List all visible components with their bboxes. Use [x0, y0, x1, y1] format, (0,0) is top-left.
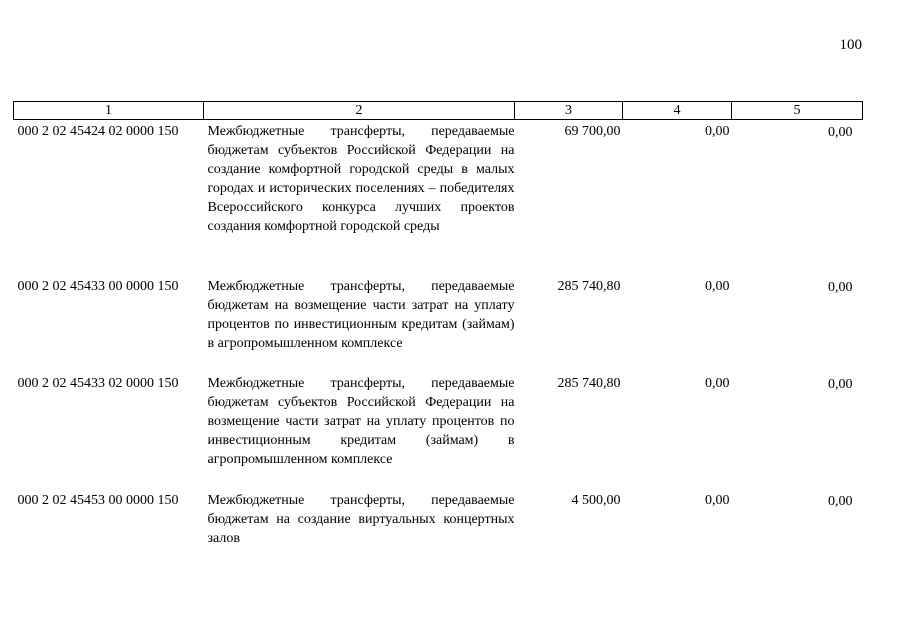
row-col5: 0,00 [828, 125, 853, 140]
budget-table [13, 101, 863, 551]
row-name: Межбюджетные трансферты, передаваемые бюджетам на создание виртуальных концертных залов [207, 492, 515, 546]
table-row [14, 374, 863, 491]
row-col3: 285 740,80 [557, 375, 621, 391]
row-col3: 69 700,00 [564, 124, 621, 139]
row-col5: 0,00 [828, 279, 853, 295]
table-body [14, 120, 863, 551]
row-col5: 0,00 [828, 376, 853, 392]
header-col-1: 1 [14, 102, 204, 120]
table-row [14, 120, 863, 277]
row-code: 000 2 02 45424 02 0000 150 [17, 124, 179, 139]
header-col-2: 2 [204, 102, 515, 120]
page-number: 100 [839, 37, 862, 53]
table-row [14, 491, 863, 551]
row-col3: 285 740,80 [557, 278, 621, 294]
row-name: Межбюджетные трансферты, передаваемые бюджетам субъектов Российской Федерации на создание комфортной городской среды в малых городах и исторических поселениях – победителях Всероссийского конкурса лучших проектов создания комфортной городской среды [207, 124, 515, 234]
table-row [14, 277, 863, 374]
row-code: 000 2 02 45453 00 0000 150 [17, 492, 179, 508]
header-row [14, 102, 863, 120]
table-header [14, 102, 863, 120]
row-col4: 0,00 [705, 375, 730, 391]
header-col-5: 5 [732, 102, 863, 120]
row-col4: 0,00 [705, 124, 730, 139]
row-name: Межбюджетные трансферты, передаваемые бюджетам на возмещение части затрат на уплату процентов по инвестиционным кредитам (займам) в агропромышленном комплексе [207, 278, 515, 351]
row-col5: 0,00 [828, 493, 853, 509]
row-col4: 0,00 [705, 278, 730, 294]
row-col4: 0,00 [705, 492, 730, 508]
row-col3: 4 500,00 [571, 492, 621, 508]
row-code: 000 2 02 45433 02 0000 150 [17, 375, 179, 391]
row-name: Межбюджетные трансферты, передаваемые бюджетам субъектов Российской Федерации на возмещение части затрат на уплату процентов по инвестиционным кредитам (займам) в агропромышленном комплексе [207, 375, 515, 467]
header-col-4: 4 [623, 102, 732, 120]
row-code: 000 2 02 45433 00 0000 150 [17, 278, 179, 294]
header-col-3: 3 [515, 102, 623, 120]
